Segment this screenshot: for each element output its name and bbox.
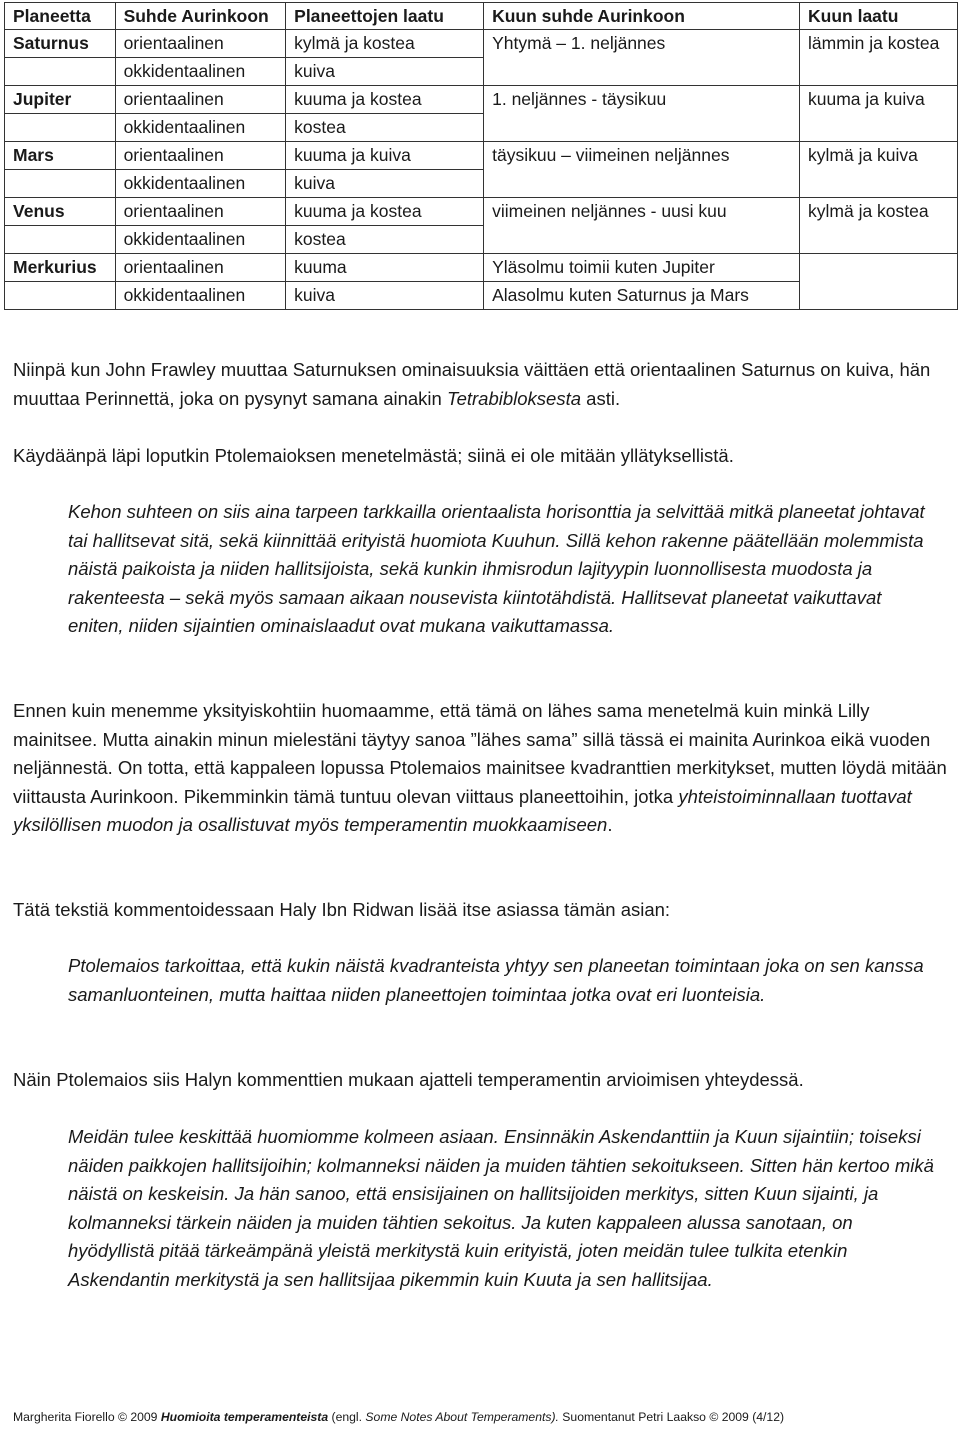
relation-cell: orientaalinen — [115, 254, 286, 282]
planet-name: Saturnus — [5, 30, 116, 58]
table-row — [5, 30, 958, 58]
moon-relation-cell: 1. neljännes - täysikuu — [484, 86, 800, 142]
moon-relation-cell: Yläsolmu toimii kuten Jupiter — [484, 254, 800, 282]
relation-cell: okkidentaalinen — [115, 170, 286, 198]
quality-cell: kuiva — [286, 170, 484, 198]
moon-relation-cell: Yhtymä – 1. neljännes — [484, 30, 800, 86]
quality-cell: kuuma ja kuiva — [286, 142, 484, 170]
moon-quality-cell: kylmä ja kostea — [800, 198, 958, 254]
paragraph-frawley: Niinpä kun John Frawley muuttaa Saturnuksen ominaisuuksia väittäen että orientaalinen Saturnus on kuiva, hän muuttaa Perinnettä, joka on pysynyt samana ainakin Tetrabibloksesta asti. — [13, 359, 931, 409]
moon-quality-cell: lämmin ja kostea — [800, 30, 958, 86]
table-header: Planeettojen laatu — [286, 3, 484, 30]
planet-name: Venus — [5, 198, 116, 226]
table-row — [5, 142, 958, 170]
quality-cell: kostea — [286, 114, 484, 142]
moon-relation-cell: viimeinen neljännes - uusi kuu — [484, 198, 800, 254]
planet-name: Merkurius — [5, 254, 116, 282]
table-row — [5, 254, 958, 282]
planet-name: Mars — [5, 142, 116, 170]
quality-cell: kuiva — [286, 58, 484, 86]
relation-cell: okkidentaalinen — [115, 226, 286, 254]
moon-relation-cell: täysikuu – viimeinen neljännes — [484, 142, 800, 198]
relation-cell: orientaalinen — [115, 142, 286, 170]
quality-cell: kuuma ja kostea — [286, 86, 484, 114]
quality-cell: kostea — [286, 226, 484, 254]
table-row — [5, 198, 958, 226]
table-header: Suhde Aurinkoon — [115, 3, 286, 30]
page-footer: Margherita Fiorello © 2009 Huomioita temperamenteista (engl. Some Notes About Temperaments). Suomentanut Petri Laakso © 2009 (4/12) — [13, 1410, 785, 1424]
quality-cell: kuiva — [286, 282, 484, 310]
table-header: Kuun laatu — [800, 3, 958, 30]
paragraph-ptolemy-method: Käydäänpä läpi loputkin Ptolemaioksen menetelmästä; siinä ei ole mitään yllätyksellistä. — [13, 445, 734, 466]
quote-body: Kehon suhteen on siis aina tarpeen tarkkailla orientaalista horisonttia ja selvittää mitkä planeetat johtavat tai hallitsevat sitä, sekä kiinnittää erityistä huomiota Kuuhun. Sillä kehon rakenne päätellään molemmista näistä paikoista ja niiden hallitsijoista, sekä kunkin ihmisrodun lajityypin luonnollisesta muodosta ja rakenteesta – sekä myös samaan aikaan nousevista kiintotähdistä. Hallitsevat planeetat vaikuttavat eniten, niiden sijaintien ominaislaadut ovat mukana vaikuttamassa. — [68, 501, 925, 636]
moon-quality-cell — [800, 254, 958, 310]
moon-quality-cell: kuuma ja kuiva — [800, 86, 958, 142]
paragraph-temperament: Näin Ptolemaios siis Halyn kommenttien mukaan ajatteli temperamentin arvioimisen yhteydessä. — [13, 1069, 804, 1090]
relation-cell: okkidentaalinen — [115, 114, 286, 142]
paragraph-lilly: Ennen kuin menemme yksityiskohtiin huomaamme, että tämä on lähes sama menetelmä kuin minkä Lilly mainitsee. Mutta ainakin minun mielestäni täytyy sanoa ”lähes sama” sillä tässä ei mainita Aurinkoa eikä vuoden neljännestä. On totta, että kappaleen lopussa Ptolemaios mainitsee kvadranttien merkitykset, mutten löydä mitään viittausta Aurinkoon. Pikemminkin tämä tuntuu olevan viittaus planeettoihin, jotka yhteistoiminnallaan tuottavat yksilöllisen muodon ja osallistuvat myös temperamentin muokkaamiseen. — [13, 700, 947, 835]
quality-cell: kuuma — [286, 254, 484, 282]
moon-relation-cell: Alasolmu kuten Saturnus ja Mars — [484, 282, 800, 310]
relation-cell: orientaalinen — [115, 30, 286, 58]
quality-cell: kylmä ja kostea — [286, 30, 484, 58]
relation-cell: orientaalinen — [115, 198, 286, 226]
table-row — [5, 86, 958, 114]
planet-table — [4, 2, 958, 310]
table-header-row — [5, 3, 958, 30]
relation-cell: okkidentaalinen — [115, 58, 286, 86]
relation-cell: okkidentaalinen — [115, 282, 286, 310]
moon-quality-cell: kylmä ja kuiva — [800, 142, 958, 198]
quote-haly: Ptolemaios tarkoittaa, että kukin näistä kvadranteista yhtyy sen planeetan toimintaan joka on sen kanssa samanluonteinen, mutta haittaa niiden planeettojen toimintaa jotka ovat eri luonteisia. — [68, 955, 924, 1005]
table-header: Kuun suhde Aurinkoon — [484, 3, 800, 30]
quote-focus: Meidän tulee keskittää huomiomme kolmeen asiaan. Ensinnäkin Askendanttiin ja Kuun sijaintiin; toiseksi näiden paikkojen hallitsijoihin; kolmanneksi näiden ja muiden tähtien sekoitukseen. Sitten hän kertoo mikä näistä on keskeisin. Ja hän sanoo, että ensisijainen on hallitsijoiden merkitys, sitten Kuun sijainti, ja kolmanneksi tärkein näiden ja muiden tähtien sekoitus. Ja kuten kappaleen alussa sanotaan, on hyödyllistä pitää tärkeämpänä yleistä merkitystä kuin erityistä, joten meidän tulee tulkita etenkin Askendantin merkitystä ja sen hallitsijaa pikemmin kuin Kuuta ja sen hallitsijaa. — [68, 1126, 934, 1290]
table-header: Planeetta — [5, 3, 116, 30]
paragraph-haly: Tätä tekstiä kommentoidessaan Haly Ibn Ridwan lisää itse asiassa tämän asian: — [13, 899, 671, 920]
relation-cell: orientaalinen — [115, 86, 286, 114]
planet-name: Jupiter — [5, 86, 116, 114]
quality-cell: kuuma ja kostea — [286, 198, 484, 226]
